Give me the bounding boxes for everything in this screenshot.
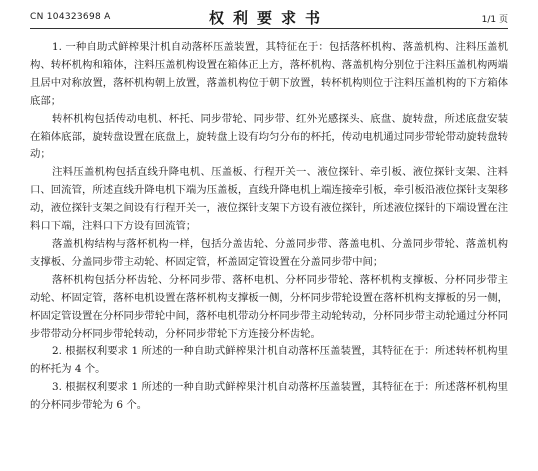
claim-1-lid-dropping-mechanism: 落盖机构结构与落杯机构一样，包括分盖齿轮、分盖同步带、落盖电机、分盖同步带轮、落盖机构支撑板、分盖同步带主动轮、杯固定管，杯盖固定管设置在分盖同步带中间； (30, 237, 508, 268)
claim-2: 2. 根据权利要求 1 所述的一种自助式鲜榨果汁机自动落杯压盖装置，其特征在于：所述转杯机构里的杯托为 4 个。 (30, 345, 508, 376)
page-number: 1/1 页 (481, 15, 508, 25)
claims-body (30, 39, 508, 415)
claim-1-cup-dropping-mechanism: 落杯机构包括分杯齿轮、分杯同步带、落杯电机、分杯同步带轮、落杯机构支撑板、分杯同步带主动轮、杯固定管，落杯电机设置在落杯机构支撑板一侧，分杯同步带轮设置在落杯机构支撑板的另一侧，杯固定管设置在分杯同步带轮中间，落杯电机带动分杯同步带主动轮转动，分杯同步带主动轮通过分杯同步带带动分杯同步带轮转动，分杯同步带轮下方连接分杯齿轮。 (30, 273, 508, 340)
page-header (30, 4, 508, 26)
claim-3: 3. 根据权利要求 1 所述的一种自助式鲜榨果汁机自动落杯压盖装置，其特征在于：所述落杯机构里的分杯同步带轮为 6 个。 (30, 381, 508, 412)
claim-1-filling-capping-mechanism: 注料压盖机构包括直线升降电机、压盖板、行程开关一、液位探针、牵引板、液位探针支架、注料口、回流管，所述直线升降电机下端为压盖板，直线升降电机上端连接牵引板，牵引板沿液位探针支架移动，液位探针支架之间设有行程开关一，液位探针支架下方设有液位探针，所述液位探针的下端设置在注料口下端，注料口下方设有回流管； (30, 166, 508, 233)
publication-number: CN 104323698 A (30, 12, 111, 22)
claim-1-turntable-mechanism: 转杯机构包括传动电机、杯托、同步带轮、同步带、红外光感探头、底盘、旋转盘，所述底盘安装在箱体底部，旋转盘设置在底盘上，旋转盘上设有均匀分布的杯托，传动电机通过同步带轮带动旋转盘转动； (30, 112, 508, 161)
document-title: 权利要求书 (208, 9, 329, 27)
header-divider (30, 28, 508, 29)
claim-1-intro: 1. 一种自助式鲜榨果汁机自动落杯压盖装置，其特征在于：包括落杯机构、落盖机构、注料压盖机构、转杯机构和箱体，注料压盖机构设置在箱体正上方，落杯机构、落盖机构分别位于注料压盖机构两端且居中对称放置，落杯机构朝上放置，落盖机构位于朝下放置，转杯机构则位于注料压盖机构的下方箱体底部； (30, 41, 508, 107)
